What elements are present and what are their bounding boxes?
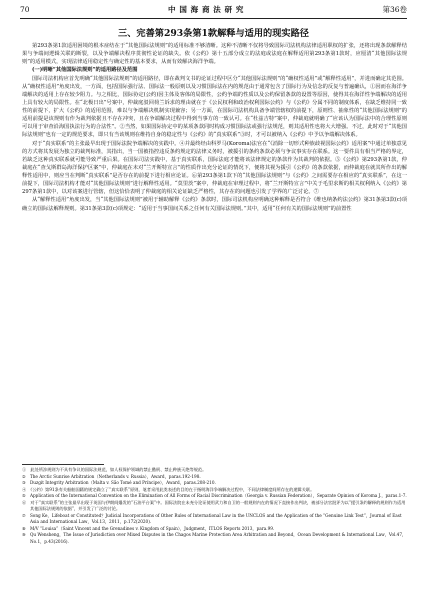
footnote: ③ Duzgit Integrity Arbitration（Malta v. São Tomé and Príncipe），Award，paras.208-210. [22, 480, 216, 485]
section-title: 三、完善第293条第1款解释与适用的现实路径 [118, 28, 309, 39]
footnote: ⑨ Qu Wensheng，The Issue of Jurisdiction over Mixed Disputes in the Chagos Marine Protection Area Arbitration and Beyond，Ocean Development & International Law，Vol.47，No.1，p.43(2016). [22, 532, 407, 544]
footnote: ① 此处所涉规则为不具有争议的国际法规范，如人权保护领域的禁止酷刑、禁止种族灭绝等规范。 [22, 467, 207, 472]
volume-label: 第36卷 [382, 5, 407, 14]
subheading: (一)明晰“其他国际法规则”的适用路径及范围 [32, 67, 138, 74]
footnote: ② The Arctic Sunrise Arbitration（Netherlands v. Russia），Award，paras.192-198. [22, 473, 201, 479]
running-header [20, 3, 407, 16]
footnote: ⑧ M/V “Louisa”（Saint Vincent and the Grenadines v. Kingdom of Spain），Judgment，ITLOS Reports 2013，para.99. [22, 525, 275, 531]
footnote-rule [22, 464, 104, 465]
paragraph: 对于“真实联系”的主张最早出现于国际法院争端解决的实践中。④并最终经由科罗马(Koroma)法官在“《消除一切形式种族歧视国际公约》适用案”中通过单独意见的方式将其发展为独立的裁判标准，其指出，当一国被指控违反条约规定的法律义务时，被援引的条约条款必须与争议事实存在联系。这一要件具有相当严格的界定，若缺乏这种真实联系就可能导致严重后果。在国际司法实践中，基于真实联系，国际法庭才能将该法律规定的条款作为其裁判的依据。⑤《公约》第293条第1款，仲裁庭在“查戈斯群岛海洋保护区案”中，仲裁庭在未对“兰开斯特宣言”的性质作出充分论证的情况下，便将其视为援引《公约》的条款依据，而仲裁庭在就其所作出的解释性适用中，则应当在判断“真实联系”是否存在的前提下进行相应论证。⑥第293条第1款下的“其他国际法规则”与《公约》之间需要存在相应的“真实联系”，在这一前提下，国际司法机构才能对“其他国际法规则”进行解释性适用。“莫里茨”案中，仲裁庭在审理过程中，将“兰开斯特宣言”中关于毛里求斯的相关权利纳入《公约》第297条第1款中，以对该案进行管辖，但这恰恰表明了仲裁庭的相关论证缺乏严格性，其存在的问题也引发了学界的广泛讨论。⑦ [22, 140, 407, 196]
page-number: 70 [20, 5, 30, 14]
header-rule [20, 18, 407, 19]
journal-title: 中 国 海 商 法 研 究 [168, 5, 244, 14]
footnote: ④ 《公约》第91条有关船舶国籍的规定确立了“真实联系”原则，笔者采用此类表述的目的在于指明海洋争端解决过程中，不同法律制度间所存在的逻辑关联。 [22, 486, 315, 492]
body-text [22, 42, 407, 213]
footnote: ⑤ Application of the International Convention on the Elimination of All Forms of Racial Discrimination（Georgia v. Russian Federation），Separate Opinion of Koroma J.，paras.1-7. [22, 493, 407, 498]
paragraph: 第293条第1款适用困境的根本症结在于“其他国际法规则”的适用标准不够清晰。这种不清晰不仅将导致国际司法机构法律适用职权的扩张，还将出现条款解释结果与争端间逻辑关联的断裂，以及争端解决程序贯彻性论证的缺失。依《公约》第十五部分成立的法庭或法庭在解释适用第293条第1款时，应厘清“其他国际法规则”的适用模式，实现法律适用稳定性与确定性的基本要求，从而有效解决海洋争端。 [22, 43, 407, 66]
footnote: ⑥ 对于“真实联系”的主张最早出现于英国与伊朗间爆发的“石油平台案”中。国际法院在未充分论证使用武力和自卫的一般规则内在的情况下直接作出判决，被部分法官批评为以“援引条约解释的规则作为适用其他国际法规则的依据”，并引发了广泛的讨论。 [22, 499, 406, 511]
paragraph: 国际司法机构应首先明确“其他国际法规则”的适用路径，即在裁判文书的论证过程中区分“其他国际法规则”的“确权性适用”或“解释性适用”，并进而确定其范围。从“确权性适用”角度出发，一方面，包括国际强行法、国际法一般原则以及习惯国际法在内的规范由于通常包含了国际行为及信念的反复与普遍确认，①因而在海洋争端解决的适用上存在较少阻力。与之相比，国际协定(公约)因主体及客体的局限性，公约争端的性质以及公约保留条款的设置等原因，使得其在海洋性争端解决的适用上具有较大的局限性。在“北极日出”号案中，仲裁庭驳回荷兰诉求的理由就在于《公民权利和政治权利国际公约》与《公约》分属不同的制度体系，在缺乏维持同一致性的前提下，扩大《公约》的适用范围，难以与争端解决机制实现兼容；另一方面，在国际司法机构具备争端管辖权的前提下，原则性、抽象性的“其他国际法规则”的适用前提是该规则有作为裁判依据且不存在冲突，且在争端解决过程中得到当事方的一致认可。在“杜兹吉特”案中，仲裁庭就明确了“应该认为国际法中的合理性原则可以用于审查沿海国执法行为的合法性”。②当然，如果国际协定中的某项条款同时构成习惯国际法或强行法规范，则其适用性也将大大增强。不过，此时对于“其他国际法规则”也有一定的规范要求，即只有当该规则在维持自身的稳定性与《公约》的“真实联系”③时，才可以被纳入《公约》中予以争端解决体系。 [22, 75, 407, 139]
footnotes [22, 467, 407, 545]
paragraph: 从“解释性适用”角度出发，当“其他国际法规则”被用于辅助解释《公约》条款时，国际司法机构应明确这种解释是否符合《维也纳条约法公约》第31条第3款(c)项确立的国际法解释规则。第31条第3款(c)项规定：“适用于当事国间关系之任何有关国际法规则。”其中，适用“任何有关的国际法规则”的前置性 [22, 197, 407, 212]
footnote: ⑦ Song Ke，Lifeboat or Constituted？Judicial Incorporations of Other Rules of International Law in the UNCLOS and the Application of the “Genuine Link Test”，Journal of East Asia and International Law，Vol.13，2011，p.172(2020). [22, 512, 402, 524]
